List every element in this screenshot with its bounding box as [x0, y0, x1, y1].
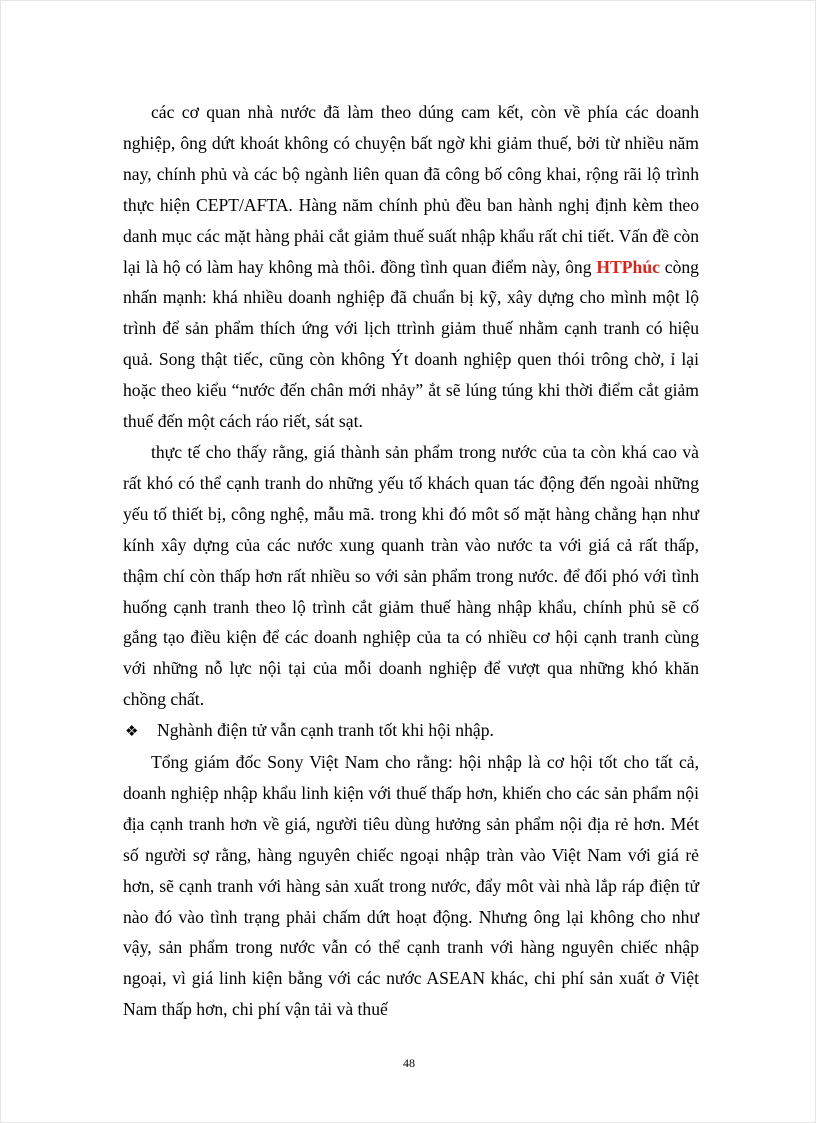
bullet-heading-text: Nghành điện tử vẫn cạnh tranh tốt khi hội nhập.	[157, 720, 494, 741]
paragraph-1-text-after: còng nhấn mạnh: khá nhiều doanh nghiệp đã chuẩn bị kỹ, xây dựng cho mình một lộ trình để sản phẩm thích ứng với lịch ttrình giảm thuế nhằm cạnh tranh có hiệu quả. Song thật tiếc, cũng còn không Ýt doanh nghiệp quen thói trông chờ, ỉ lại hoặc theo kiểu “nước đến chân mới nhảy” ắt sẽ lúng túng khi thời điểm cắt giảm thuế đến một cách ráo riết, sát sạt.	[123, 256, 699, 432]
paragraph-3: Tổng giám đốc Sony Việt Nam cho rằng: hội nhập là cơ hội tốt cho tất cả, doanh nghiệp nhập khẩu linh kiện với thuế thấp hơn, khiến cho các sản phẩm nội địa cạnh tranh hơn về giá, người tiêu dùng hưởng sản phẩm nội địa rẻ hơn. Mét số người sợ rằng, hàng nguyên chiếc ngoại nhập tràn vào Việt Nam với giá rẻ hơn, sẽ cạnh tranh với hàng sản xuất trong nước, đẩy môt vài nhà lắp ráp điện tử nào đó vào tình trạng phải chấm dứt hoạt động. Nhưng ông lại không cho như vậy, sản phẩm trong nước vẫn có thể cạnh tranh với hàng nguyên chiếc nhập ngoại, vì giá linh kiện bằng với các nước ASEAN khác, chi phí sản xuất ở Việt Nam thấp hơn, chi phí vận tải và thuế	[123, 752, 699, 1020]
bullet-heading	[123, 715, 699, 747]
page-number: 48	[403, 1056, 415, 1070]
diamond-bullet-icon: ❖	[125, 722, 139, 741]
paragraph-1	[123, 97, 699, 437]
paragraph-1-text-before: các cơ quan nhà nước đã làm theo dúng cam kết, còn về phía các doanh nghiệp, ông dứt khoát không có chuyện bất ngờ khi giảm thuế, bởi từ nhiều năm nay, chính phủ và các bộ ngành liên quan đã công bố công khai, rộng rãi lộ trình thực hiện CEPT/AFTA. Hàng năm chính phủ đều ban hành nghị định kèm theo danh mục các mặt hàng phải cắt giảm thuế suất nhập khẩu rất chi tiết. Vấn đề còn lại là hộ có làm hay không mà thôi. đồng tình quan điểm này, ông	[123, 102, 699, 277]
paragraph-2: thực tế cho thấy rằng, giá thành sản phẩm trong nước của ta còn khá cao và rất khó có thể cạnh tranh do những yếu tố khách quan tác động đến ngoài những yếu tố thiết bị, công nghệ, mẫu mã. trong khi đó môt số mặt hàng chẳng hạn như kính xây dựng của các nước xung quanh tràn vào nước ta với giá cả rất thấp, thậm chí còn thấp hơn rất nhiều so với sản phẩm trong nước. để đối phó với tình huống cạnh tranh theo lộ trình cắt giảm thuế hàng nhập khẩu, chính phủ sẽ cố gắng tạo điều kiện để các doanh nghiệp của ta có nhiều cơ hội cạnh tranh cùng với những nỗ lực nội tại của mỗi doanh nghiệp để vượt qua những khó khăn chồng chất.	[123, 441, 699, 710]
brand-name-htphuc: HTPhúc	[596, 256, 660, 277]
body-text	[123, 97, 699, 1025]
